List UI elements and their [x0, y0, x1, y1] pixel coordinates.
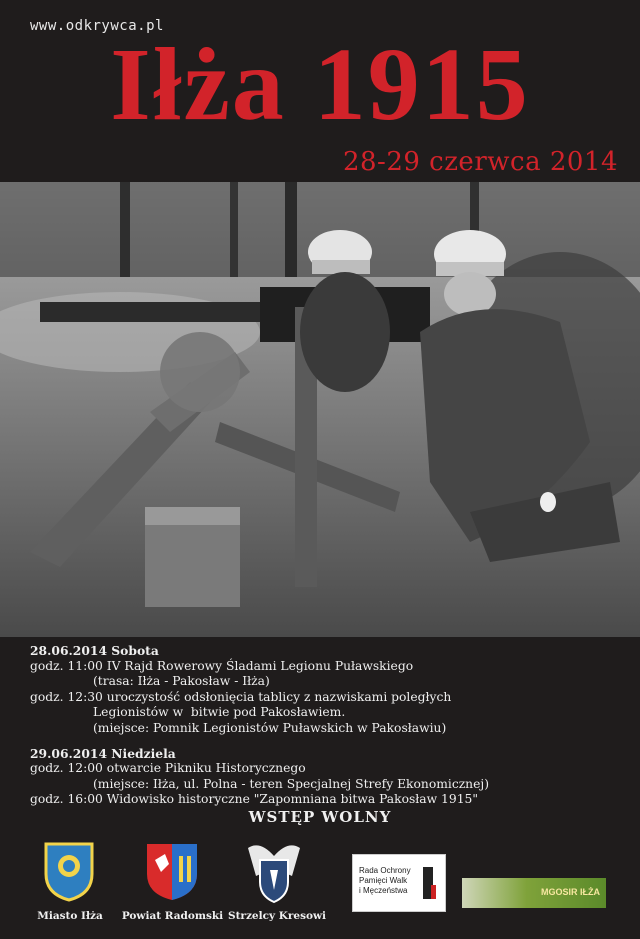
free-entry-label: WSTĘP WOLNY [248, 808, 392, 826]
powiat-radomski-logo [145, 842, 199, 906]
watermark: www.odkrywca.pl [30, 18, 164, 34]
historical-photo [0, 182, 640, 637]
mgosir-ilza-logo [462, 878, 606, 908]
event-date: 28-29 czerwca 2014 [342, 147, 618, 177]
day2-heading: 29.06.2014 Niedziela [30, 745, 176, 761]
program-line: godz. 11:00 IV Rajd Rowerowy Śladami Legionu Puławskiego [30, 658, 414, 673]
rada-ochrony-text: Rada Ochrony Pamięci Walk i Męczeństwa [359, 866, 411, 895]
poster-title: Iłża 1915 [110, 27, 530, 142]
mgosir-text: MGOSIR IŁŻA [541, 887, 600, 897]
program-line: godz. 12:00 otwarcie Pikniku Historycznego [30, 761, 306, 776]
program-line: (trasa: Iłża - Pakosław - Iłża) [93, 674, 270, 689]
program-line: godz. 12:30 uroczystość odsłonięcia tablicy z nazwiskami poległych [30, 689, 452, 704]
program-line: godz. 16:00 Widowisko historyczne "Zapomniana bitwa Pakosław 1915" [30, 792, 479, 807]
day1-heading: 28.06.2014 Sobota [30, 643, 159, 658]
strzelcy-kresowi-label: Strzelcy Kresowi [228, 910, 327, 922]
program-line: Legionistów w bitwie pod Pakosławiem. [93, 705, 346, 720]
program-line: (miejsce: Pomnik Legionistów Puławskich w Pakosławiu) [93, 720, 447, 735]
strzelcy-kresowi-logo [246, 838, 302, 908]
miasto-ilza-label: Miasto Iłża [37, 910, 103, 922]
miasto-ilza-logo [42, 840, 96, 906]
rada-ochrony-logo [352, 854, 446, 912]
event-program [30, 643, 630, 808]
powiat-radomski-label: Powiat Radomski [121, 910, 224, 922]
program-line: (miejsce: Iłża, ul. Polna - teren Specjalnej Strefy Ekonomicznej) [93, 776, 489, 791]
